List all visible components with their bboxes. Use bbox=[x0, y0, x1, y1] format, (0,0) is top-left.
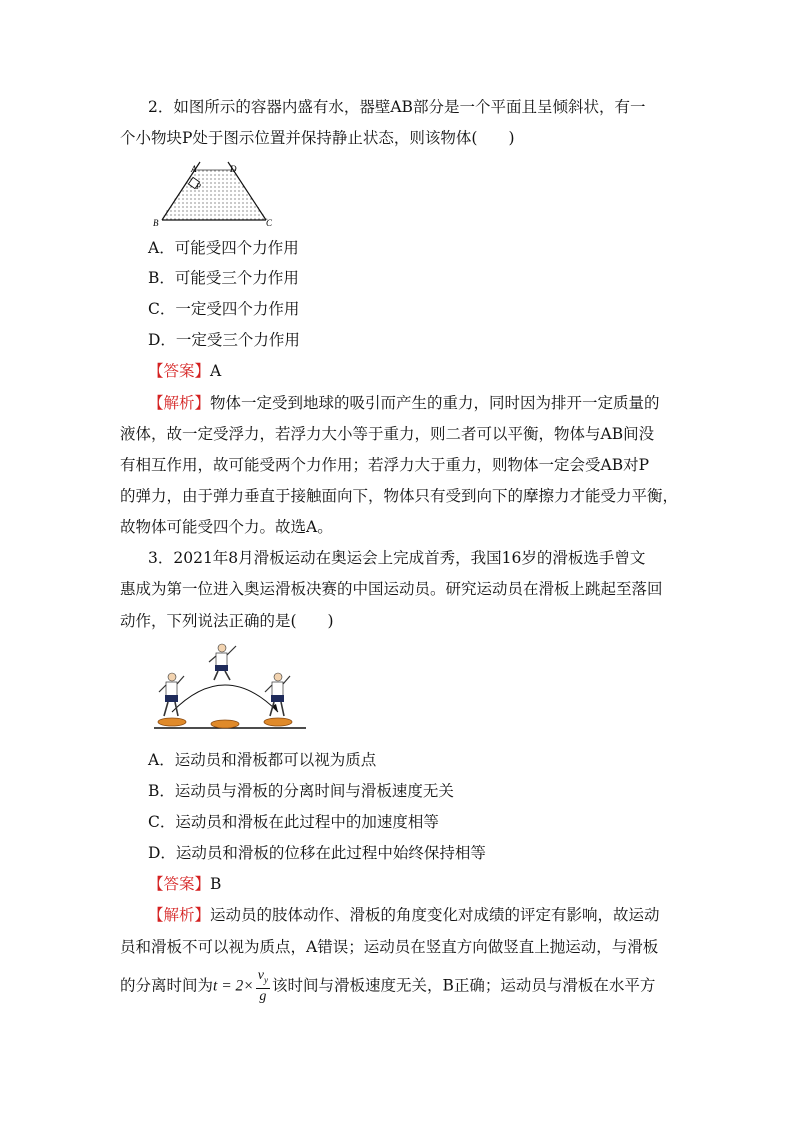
label-D: D bbox=[230, 164, 237, 174]
analysis-tag: 【解析】 bbox=[148, 394, 211, 412]
q3-option-d: D．运动员和滑板的位移在此过程中始终保持相等 bbox=[148, 844, 486, 862]
q3-skateboard-figure bbox=[150, 640, 310, 732]
q2-option-b: B．可能受三个力作用 bbox=[148, 269, 299, 287]
q2-analysis-line4: 的弹力，由于弹力垂直于接触面向下，物体只有受到向下的摩擦力才能受力平衡， bbox=[120, 487, 679, 505]
label-B: B bbox=[153, 218, 159, 228]
q2-option-c: C．一定受四个力作用 bbox=[148, 300, 300, 318]
q3-analysis-line3: 的分离时间为t = 2× $\frac{v_y}{g}$ 该时间与滑板速度无关，B正确；运动员与滑板在水平方 bbox=[120, 968, 656, 1004]
q2-analysis-line5: 故物体可能受四个力。故选A。 bbox=[120, 518, 333, 536]
q2-analysis-line2: 液体，故一定受浮力，若浮力大小等于重力，则二者可以平衡，物体与AB间没 bbox=[120, 425, 655, 443]
q3-answer bbox=[148, 874, 221, 894]
q3-analysis-line2: 员和滑板不可以视为质点，A错误；运动员在竖直方向做竖直上抛运动，与滑板 bbox=[120, 938, 659, 956]
answer-tag: 【答案】 bbox=[148, 875, 211, 893]
q2-option-d: D．一定受三个力作用 bbox=[148, 331, 300, 349]
q3-option-a: A．运动员和滑板都可以视为质点 bbox=[148, 751, 377, 769]
formula-fraction: $\frac{v_y}{g}$ bbox=[257, 968, 268, 1004]
q2-answer bbox=[148, 361, 221, 381]
q2-container-figure bbox=[150, 158, 280, 230]
q2-stem-line2: 个小物块P处于图示位置并保持静止状态，则该物体( ) bbox=[120, 129, 515, 147]
q3-option-b: B．运动员与滑板的分离时间与滑板速度无关 bbox=[148, 782, 454, 800]
q3-option-c: C．运动员和滑板在此过程中的加速度相等 bbox=[148, 813, 439, 831]
q2-analysis-line3: 有相互作用，故可能受两个力作用；若浮力大于重力，则物体一定会受AB对P bbox=[120, 456, 650, 474]
analysis-tag: 【解析】 bbox=[148, 906, 211, 924]
label-C: C bbox=[266, 218, 273, 228]
label-A: A bbox=[191, 164, 197, 174]
q2-option-a: A．可能受四个力作用 bbox=[148, 239, 299, 257]
q3-stem-line3: 动作，下列说法正确的是( ) bbox=[120, 612, 334, 630]
answer-tag: 【答案】 bbox=[148, 362, 211, 380]
answer-value: A bbox=[210, 362, 222, 380]
q2-stem-line1: 2．如图所示的容器内盛有水，器壁AB部分是一个平面且呈倾斜状，有一 bbox=[148, 98, 646, 116]
q3-stem-line2: 惠成为第一位进入奥运滑板决赛的中国运动员。研究运动员在滑板上跳起至落回 bbox=[120, 580, 663, 598]
q3-analysis-line1: 【解析】运动员的肢体动作、滑板的角度变化对成绩的评定有影响，故运动 bbox=[148, 906, 660, 924]
label-P: P bbox=[196, 182, 201, 191]
q3-stem-line1: 3．2021年8月滑板运动在奥运会上完成首秀，我国16岁的滑板选手曾文 bbox=[148, 549, 646, 567]
q2-analysis-line1: 【解析】物体一定受到地球的吸引而产生的重力，同时因为排开一定质量的 bbox=[148, 394, 660, 412]
formula-lhs: t = 2× bbox=[213, 977, 254, 995]
answer-value: B bbox=[210, 875, 222, 893]
